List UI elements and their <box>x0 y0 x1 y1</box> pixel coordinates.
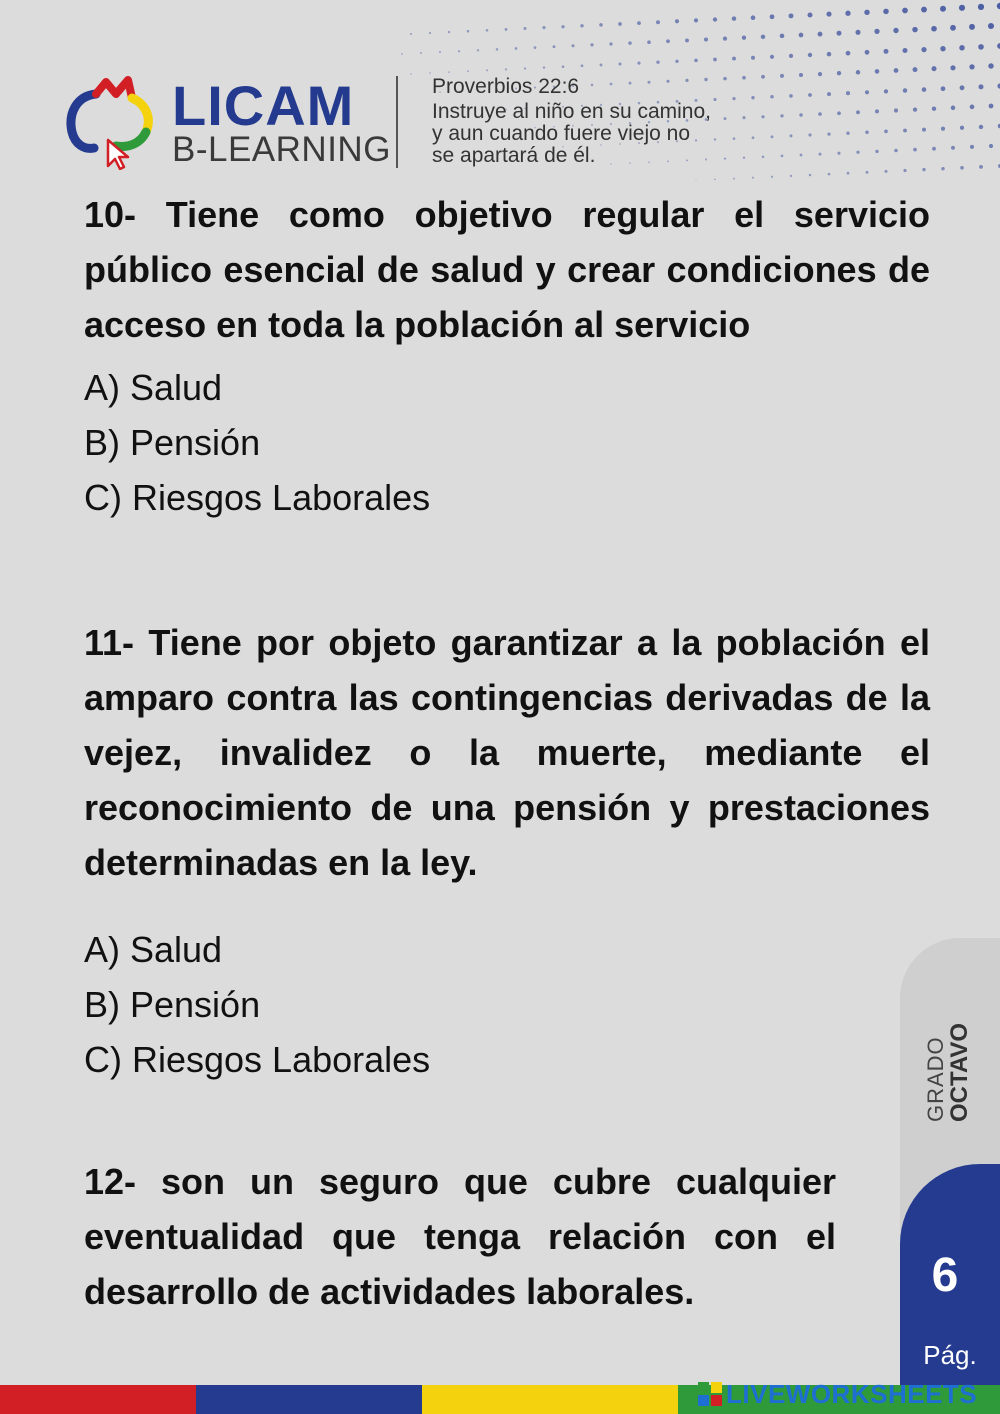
decor-dot <box>846 91 850 95</box>
question-11 <box>84 615 930 1087</box>
decor-dot <box>808 93 812 97</box>
decor-dot <box>714 138 716 140</box>
decor-dot <box>571 44 574 47</box>
decor-dot <box>913 107 917 111</box>
decor-dot <box>847 172 850 175</box>
decor-dot <box>515 47 518 50</box>
decor-dot <box>959 5 965 11</box>
decor-dot <box>921 7 927 13</box>
decor-dot <box>799 113 802 116</box>
decor-dot <box>713 98 716 101</box>
decor-dot <box>448 31 450 33</box>
decor-dot <box>988 63 993 68</box>
decor-dot <box>742 76 746 80</box>
decor-dot <box>704 37 708 41</box>
decor-dot <box>799 33 804 38</box>
decor-dot <box>505 28 508 31</box>
decor-dot <box>940 6 946 12</box>
color-bar-blue <box>196 1385 422 1414</box>
bible-verse <box>432 76 711 167</box>
decor-dot <box>770 14 775 19</box>
decor-dot <box>799 73 803 77</box>
decor-dot <box>467 30 470 33</box>
decor-dot <box>979 125 983 129</box>
decor-dot <box>922 168 925 171</box>
decor-dot <box>856 151 859 154</box>
brand-subtitle: B-LEARNING <box>172 130 391 169</box>
decor-dot <box>800 154 803 157</box>
decor-dot <box>989 104 994 109</box>
decor-dot <box>542 26 545 29</box>
decor-dot <box>666 39 670 43</box>
decor-dot <box>808 133 811 136</box>
decor-dot <box>628 41 631 44</box>
decor-dot <box>855 30 860 35</box>
verse-line: se apartará de él. <box>432 144 596 168</box>
decor-dot <box>827 52 832 57</box>
decor-dot <box>884 89 888 93</box>
decor-dot <box>902 8 908 14</box>
decor-dot <box>543 66 545 68</box>
decor-dot <box>913 148 917 152</box>
decor-dot <box>979 165 983 169</box>
grade-label-group <box>924 1002 974 1122</box>
decor-dot <box>609 42 612 45</box>
decor-dot <box>865 131 869 135</box>
decor-dot <box>429 32 431 34</box>
decor-dot <box>864 10 869 15</box>
decor-dot <box>837 71 841 75</box>
licam-logo-icon <box>66 74 158 170</box>
decor-dot <box>960 166 964 170</box>
decor-dot <box>420 52 422 54</box>
decor-dot <box>771 135 774 138</box>
decor-dot <box>894 108 898 112</box>
liveworksheets-watermark <box>698 1378 977 1410</box>
decor-dot <box>960 85 965 90</box>
page-number: 6 <box>931 1249 959 1302</box>
question-text: 12- son un seguro que cubre cualquier eventualidad que tenga relación con el desarrollo de actividades laborales. <box>84 1161 836 1312</box>
decor-dot <box>780 114 783 117</box>
decor-dot <box>789 13 794 18</box>
decor-dot <box>883 9 889 15</box>
option-b[interactable]: B) Pensión <box>84 422 261 463</box>
decor-dot <box>732 57 736 61</box>
decor-dot <box>723 37 727 41</box>
decor-dot <box>761 115 764 118</box>
decor-dot <box>818 32 823 37</box>
decor-dot <box>826 12 831 17</box>
option-c[interactable]: C) Riesgos Laborales <box>84 477 431 518</box>
question-12 <box>84 1154 836 1319</box>
decor-dot <box>762 156 765 159</box>
decor-dot <box>846 51 851 56</box>
decor-dot <box>827 92 831 96</box>
decor-dot <box>903 88 907 92</box>
header-divider <box>396 76 398 168</box>
decor-dot <box>733 178 735 180</box>
verse-line: y aun cuando fuere viejo no <box>432 122 691 146</box>
decor-dot <box>809 174 812 177</box>
decor-dot <box>761 35 765 39</box>
decor-dot <box>828 173 831 176</box>
decor-dot <box>742 116 745 119</box>
option-c[interactable]: C) Riesgos Laborales <box>84 1039 431 1080</box>
decor-dot <box>742 36 746 40</box>
decor-dot <box>921 47 926 52</box>
decor-dot <box>978 4 984 10</box>
decor-dot <box>818 112 822 116</box>
decor-dot <box>761 75 765 79</box>
decor-dot <box>931 26 937 32</box>
decor-dot <box>561 25 564 28</box>
option-b[interactable]: B) Pensión <box>84 984 261 1025</box>
decor-dot <box>732 97 735 100</box>
decor-dot <box>448 71 450 73</box>
decor-dot <box>675 19 679 23</box>
grade-label: GRADO <box>923 1036 948 1122</box>
decor-dot <box>912 27 918 33</box>
brand-name: LICAM <box>172 74 355 137</box>
decor-dot <box>770 95 773 98</box>
question-text: 10- Tiene como objetivo regular el servicio público esencial de salud y crear condiciones de acceso en toda la población al servicio <box>84 194 930 345</box>
decor-dot <box>932 147 936 151</box>
grade-value: OCTAVO <box>946 1022 973 1122</box>
decor-dot <box>819 153 822 156</box>
verse-line: Instruye al niño en su camino, <box>432 100 711 124</box>
decor-dot <box>724 157 726 159</box>
decor-dot <box>789 134 792 137</box>
decor-dot <box>866 171 869 174</box>
decor-dot <box>893 28 898 33</box>
decor-dot <box>903 169 906 172</box>
liveworksheets-logo-icon <box>698 1382 722 1406</box>
decor-dot <box>856 70 860 74</box>
decor-dot <box>970 105 975 110</box>
decor-dot <box>751 15 756 20</box>
decor-dot <box>781 155 784 158</box>
decor-dot <box>637 21 641 25</box>
decor-dot <box>894 149 898 153</box>
decor-dot <box>458 50 460 52</box>
decor-dot <box>477 49 479 51</box>
decor-dot <box>988 23 994 29</box>
decor-dot <box>856 110 860 114</box>
decor-dot <box>818 72 822 76</box>
decor-dot <box>496 48 499 51</box>
decor-dot <box>894 68 899 73</box>
decor-dot <box>410 33 412 35</box>
decor-dot <box>780 34 785 39</box>
decor-dot <box>733 137 736 140</box>
decor-dot <box>732 16 736 20</box>
decor-dot <box>752 177 754 179</box>
color-bar-yellow <box>422 1385 678 1414</box>
decor-dot <box>846 131 849 134</box>
decor-dot <box>581 64 584 67</box>
decor-dot <box>989 144 993 148</box>
decor-dot <box>827 132 830 135</box>
decor-dot <box>978 84 983 89</box>
decor-dot <box>950 65 955 70</box>
decor-dot <box>751 56 755 60</box>
decor-dot <box>524 67 526 69</box>
decor-dot <box>941 86 946 91</box>
question-text: 11- Tiene por objeto garantizar a la población el amparo contra las contingencias derivadas de la vejez, invalidez o la muerte, mediante el reconocimiento de una pensión y prestaciones determinadas en la ley. <box>84 622 930 883</box>
decor-dot <box>429 72 431 74</box>
option-a[interactable]: A) Salud <box>84 367 223 408</box>
decor-dot <box>865 50 870 55</box>
color-bar-red <box>0 1385 196 1414</box>
decor-dot <box>752 136 755 139</box>
decor-dot <box>922 128 926 132</box>
decor-dot <box>647 40 651 44</box>
decor-dot <box>714 179 716 180</box>
decor-dot <box>439 51 441 53</box>
decor-dot <box>959 45 964 50</box>
decor-dot <box>807 12 812 17</box>
decor-dot <box>941 127 945 131</box>
page-label: Pág. <box>923 1340 977 1370</box>
decor-dot <box>875 69 880 74</box>
decor-dot <box>694 59 698 63</box>
decor-dot <box>599 23 603 27</box>
decor-dot <box>951 106 956 111</box>
decor-dot <box>486 69 488 71</box>
question-10 <box>84 187 930 525</box>
decor-dot <box>874 29 879 34</box>
decor-dot <box>960 126 964 130</box>
decor-dot <box>637 62 640 65</box>
answer-options <box>84 922 930 1087</box>
decor-dot <box>780 74 784 78</box>
decor-dot <box>837 111 841 115</box>
decor-dot <box>675 60 678 63</box>
decor-dot <box>884 170 887 173</box>
decor-dot <box>656 20 660 24</box>
verse-reference: Proverbios 22:6 <box>432 75 580 98</box>
decor-dot <box>845 11 850 16</box>
decor-dot <box>685 38 689 42</box>
decor-dot <box>467 70 469 72</box>
decor-dot <box>743 156 745 158</box>
decor-dot <box>865 90 869 94</box>
decor-dot <box>789 54 793 58</box>
decor-dot <box>884 130 888 134</box>
decor-dot <box>694 18 698 22</box>
decor-dot <box>562 65 565 68</box>
decor-dot <box>922 87 927 92</box>
decor-dot <box>931 66 936 71</box>
decor-dot <box>875 150 878 153</box>
decor-dot <box>618 22 622 26</box>
decor-dot <box>884 49 889 54</box>
decor-dot <box>969 64 974 69</box>
decor-dot <box>486 29 489 32</box>
decor-dot <box>618 62 621 65</box>
decor-dot <box>401 53 403 55</box>
decor-dot <box>941 167 944 170</box>
decor-dot <box>970 145 974 149</box>
decor-dot <box>903 129 907 133</box>
decor-dot <box>590 43 593 46</box>
decor-dot <box>553 45 556 48</box>
decor-dot <box>771 176 773 178</box>
decor-dot <box>723 77 727 81</box>
decor-dot <box>713 17 717 21</box>
decor-dot <box>950 25 956 31</box>
decor-dot <box>713 58 717 62</box>
decor-dot <box>837 31 842 36</box>
decor-dot <box>600 63 603 66</box>
answer-options <box>84 360 930 525</box>
decor-dot <box>913 67 918 72</box>
decor-dot <box>790 175 792 177</box>
decor-dot <box>902 48 907 53</box>
decor-dot <box>940 46 945 51</box>
option-a[interactable]: A) Salud <box>84 929 223 970</box>
decor-dot <box>656 61 659 64</box>
decor-dot <box>932 106 936 110</box>
decor-dot <box>724 117 727 120</box>
decor-dot <box>751 96 754 99</box>
decor-dot <box>770 55 774 59</box>
decor-dot <box>875 109 879 113</box>
decor-dot <box>524 27 527 30</box>
decor-dot <box>978 44 984 50</box>
decor-dot <box>837 152 840 155</box>
decor-dot <box>505 68 507 70</box>
decor-dot <box>789 94 793 98</box>
decor-dot <box>969 24 975 30</box>
decor-dot <box>534 46 537 49</box>
decor-dot <box>410 73 412 75</box>
decor-dot <box>808 53 812 57</box>
watermark-text: LIVEWORKSHEETS <box>726 1378 978 1409</box>
decor-dot <box>951 146 955 150</box>
decor-dot <box>580 24 583 27</box>
